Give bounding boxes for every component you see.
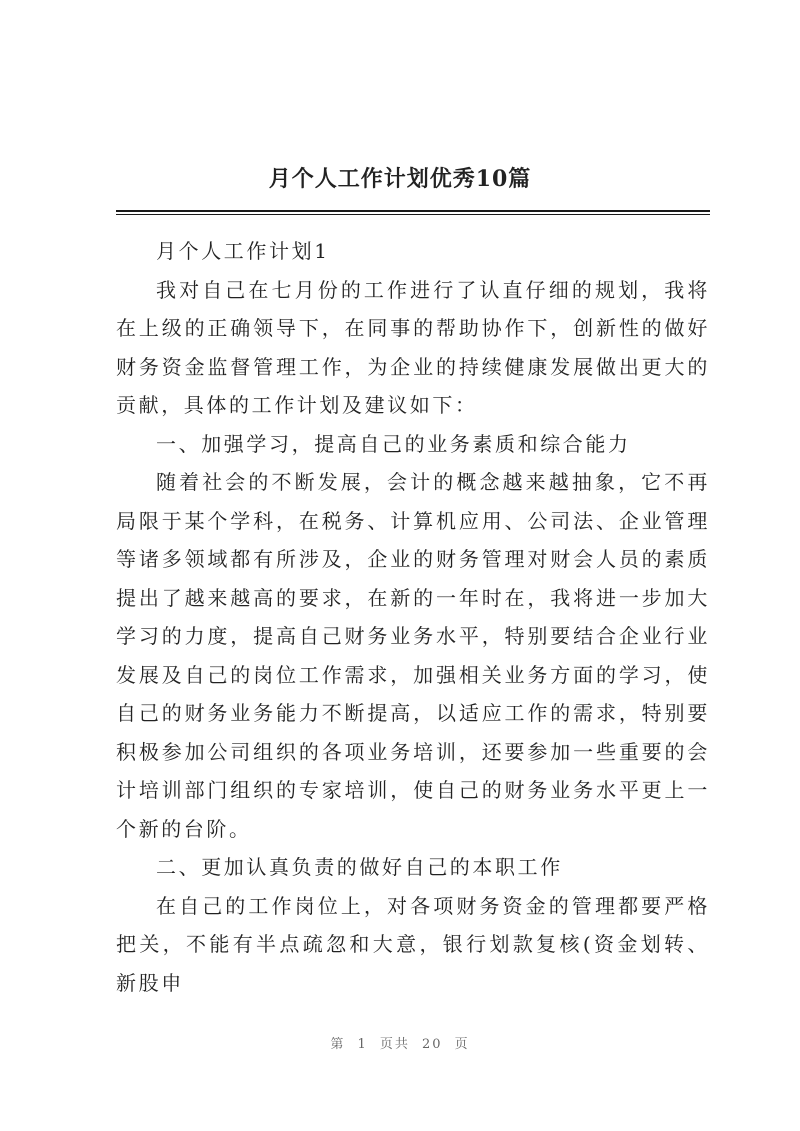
title-divider-thin [116, 214, 710, 215]
title-divider [116, 210, 710, 212]
document-title: 月个人工作计划优秀10篇 [268, 166, 532, 192]
section-subtitle: 月个人工作计划1 [156, 239, 330, 263]
section-heading-2: 二、更加认真负责的做好自己的本职工作 [156, 855, 563, 879]
document-body [116, 232, 710, 1002]
paragraph-intro: 我对自己在七月份的工作进行了认直仔细的规划，我将在上级的正确领导下，在同事的帮助协作下，创新性的做好财务资金监督管理工作，为企业的持续健康发展做出更大的贡献，具体的工作计划及建议如下： [116, 277, 710, 417]
paragraph-duty: 在自己的工作岗位上，对各项财务资金的管理都要严格把关，不能有半点疏忽和大意，银行划款复核(资金划转、新股申 [116, 893, 710, 995]
section-heading-1: 一、加强学习，提高自己的业务素质和综合能力 [156, 431, 631, 456]
paragraph-study: 随着社会的不断发展，会计的概念越来越抽象，它不再局限于某个学科，在税务、计算机应用、公司法、企业管理等诸多领域都有所涉及，企业的财务管理对财会人员的素质提出了越来越高的要求，在新的一年时在，我将进一步加大学习的力度，提高自己财务业务水平，特别要结合企业行业发展及自己的岗位工作需求，加强相关业务方面的学习，使自己的财务业务能力不断提高，以适应工作的需求，特别要积极参加公司组织的各项业务培训，还要参加一些重要的会计培训部门组织的专家培训，使自己的财务业务水平更上一个新的台阶。 [116, 470, 710, 841]
page-footer: 第 1 页共 20 页 [330, 1037, 470, 1052]
